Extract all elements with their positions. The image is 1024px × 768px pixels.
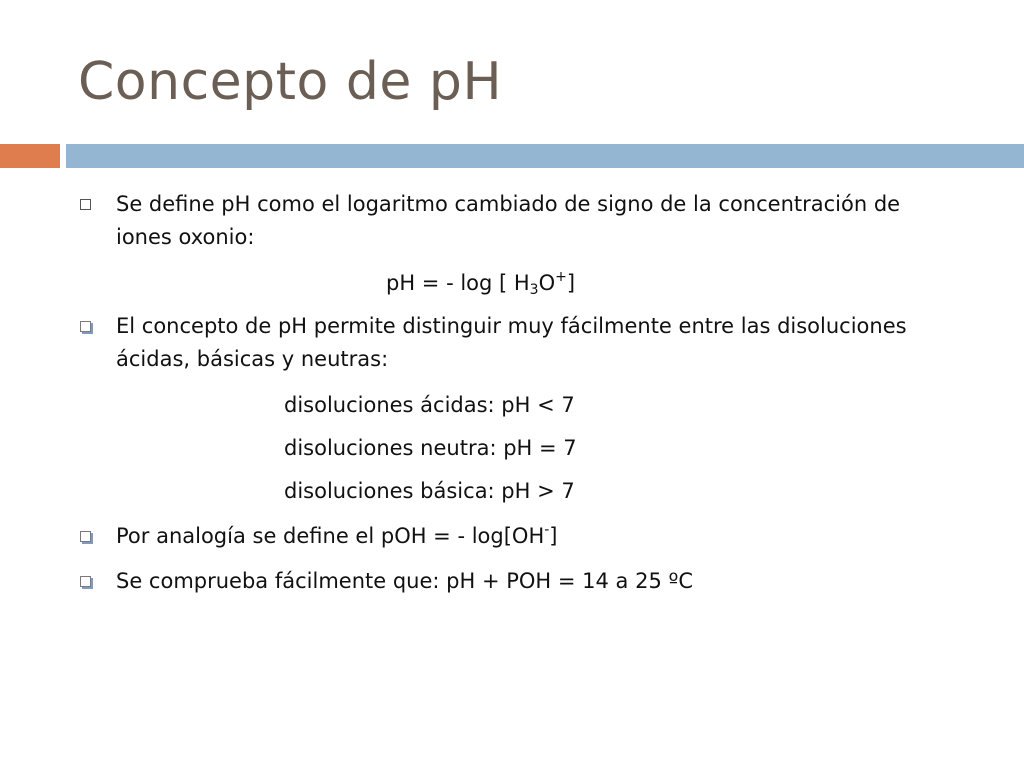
poh-definition <box>116 520 558 553</box>
ph-formula-superscript: + <box>555 269 567 285</box>
bullet-2-line-2: ácidas, básicas y neutras: <box>116 347 389 371</box>
ph-formula-mid: O <box>538 271 556 295</box>
ph-formula-suffix: ] <box>566 271 576 295</box>
bullet-square-icon <box>80 199 91 210</box>
accent-band-orange <box>0 144 60 168</box>
bullet-2-line-1: El concepto de pH permite distinguir muy fácilmente entre las disoluciones <box>116 314 907 338</box>
ph-formula <box>386 267 575 300</box>
poh-suffix: ] <box>549 524 558 548</box>
poh-superscript: - <box>544 522 550 538</box>
ph-formula-subscript: 3 <box>529 282 539 298</box>
bullet-1-line-2: iones oxonio: <box>116 225 255 249</box>
bullet-square-icon <box>80 531 91 542</box>
case-acid: disoluciones ácidas: pH < 7 <box>284 393 575 417</box>
case-basic: disoluciones básica: pH > 7 <box>284 479 575 503</box>
ph-poh-relation: Se comprueba fácilmente que: pH + POH = 14 a 25 ºC <box>116 569 694 593</box>
ph-formula-prefix: pH = - log [ H <box>386 271 530 295</box>
slide-title: Concepto de pH <box>78 52 503 112</box>
bullet-square-icon <box>80 321 91 332</box>
accent-band-blue <box>66 144 1024 168</box>
case-neutral: disoluciones neutra: pH = 7 <box>284 436 577 460</box>
bullet-1-line-1: Se define pH como el logaritmo cambiado de signo de la concentración de <box>116 192 901 216</box>
poh-prefix: Por analogía se define el pOH = - log[OH <box>116 524 545 548</box>
bullet-square-icon <box>80 576 91 587</box>
